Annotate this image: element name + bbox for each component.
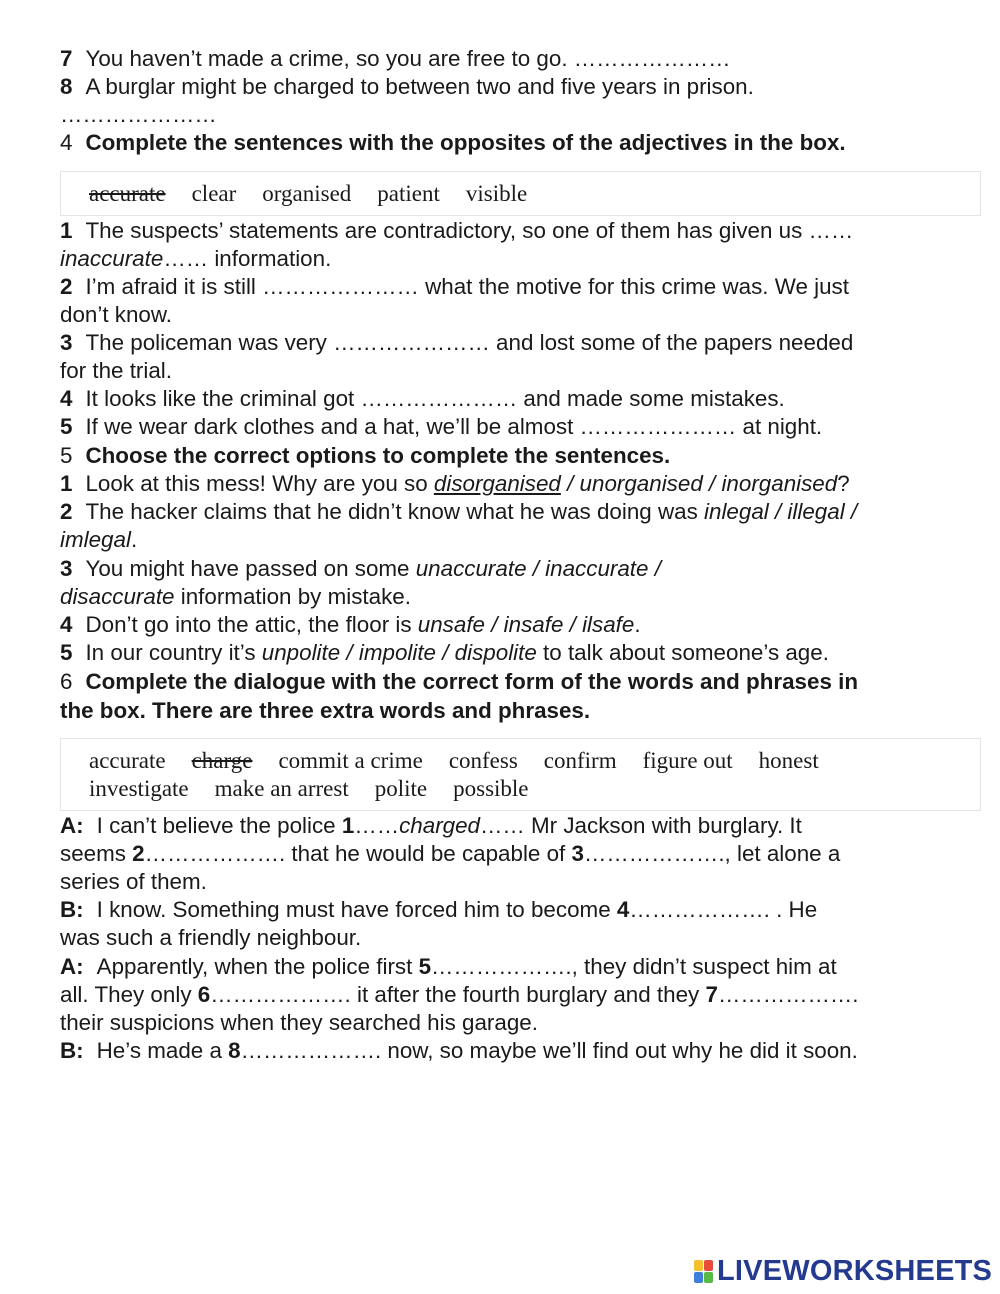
ex5-item-1[interactable]: 1 Look at this mess! Why are you so disorganised / unorganised / inorganised? — [60, 471, 850, 496]
ex5-item-3[interactable]: 3 You might have passed on some unaccurate / inaccurate / — [60, 556, 661, 581]
ex4-item-3-cont: for the trial. — [60, 358, 172, 383]
dialogue-line-6[interactable]: A: Apparently, when the police first 5………………., they didn’t suspect him at — [60, 954, 837, 979]
word-box-item: confirm — [543, 748, 617, 773]
ex6-heading — [60, 668, 858, 696]
ex5-item-4[interactable]: 4 Don’t go into the attic, the floor is unsafe / insafe / ilsafe. — [60, 612, 641, 637]
ex3-item-7 — [60, 45, 731, 73]
dialogue-line-5: was such a friendly neighbour. — [60, 925, 362, 950]
word-box-item: polite — [374, 776, 428, 801]
item-number: 8 — [60, 74, 73, 99]
section-number: 4 — [60, 130, 73, 155]
word-box-item: accurate — [89, 748, 166, 773]
dialogue-line-2[interactable]: seems 2………………. that he would be capable of 3………………., let alone a — [60, 841, 841, 866]
liveworksheets-logo — [694, 1254, 993, 1287]
ex5-heading — [60, 442, 670, 470]
dialogue-line-8: their suspicions when they searched his garage. — [60, 1010, 538, 1035]
word-box-item: figure out — [642, 748, 733, 773]
item-text: You haven’t made a crime, so you are free to go. ………………… — [85, 46, 731, 71]
ex4-item-1[interactable]: 1 The suspects’ statements are contradictory, so one of them has given us …… — [60, 218, 854, 243]
example-answer: charged — [399, 813, 481, 838]
section-number: 6 — [60, 669, 73, 694]
word-box-item-crossed: accurate — [89, 181, 166, 206]
ex5-item-5[interactable]: 5 In our country it’s unpolite / impolite / dispolite to talk about someone’s age. — [60, 640, 829, 665]
ex4-word-box — [60, 171, 981, 216]
word-box-item: make an arrest — [214, 776, 349, 801]
word-box-item: patient — [377, 181, 440, 206]
word-box-item: commit a crime — [278, 748, 423, 773]
ex4-item-1-cont: inaccurate…… information. — [60, 246, 332, 271]
ex5-item-2[interactable]: 2 The hacker claims that he didn’t know what he was doing was inlegal / illegal / — [60, 499, 858, 524]
word-box-item: possible — [453, 776, 529, 801]
ex4-item-5[interactable]: 5 If we wear dark clothes and a hat, we’ll be almost ………………… at night. — [60, 414, 823, 439]
ex3-item-8-gap[interactable]: ………………… — [60, 102, 217, 127]
dialogue-line-3: series of them. — [60, 869, 207, 894]
word-box-item-crossed: charge — [191, 748, 253, 773]
ex4-heading — [60, 129, 846, 157]
logo-text: LIVEWORKSHEETS — [717, 1254, 993, 1287]
dialogue-line-4[interactable]: B: I know. Something must have forced him to become 4………………. . He — [60, 897, 818, 922]
ex5-item-2-cont[interactable]: imlegal. — [60, 527, 138, 552]
dialogue-line-1: A: I can’t believe the police 1……charged…… Mr Jackson with burglary. It — [60, 813, 802, 838]
word-box-item: visible — [465, 181, 528, 206]
speaker: A: — [60, 954, 84, 979]
ex4-item-3[interactable]: 3 The policeman was very ………………… and lost some of the papers needed — [60, 330, 854, 355]
speaker: B: — [60, 897, 84, 922]
word-box-item: organised — [262, 181, 352, 206]
ex6-word-box — [60, 738, 981, 811]
section-instruction: Choose the correct options to complete the sentences. — [85, 443, 671, 468]
ex4-item-2[interactable]: 2 I’m afraid it is still ………………… what the motive for this crime was. We just — [60, 274, 849, 299]
ex4-item-2-cont: don’t know. — [60, 302, 173, 327]
ex5-item-3-cont[interactable]: disaccurate information by mistake. — [60, 584, 411, 609]
section-instruction: Complete the dialogue with the correct form of the words and phrases in — [85, 669, 859, 694]
dialogue-line-9[interactable]: B: He’s made a 8………………. now, so maybe we’ll find out why he did it soon. — [60, 1038, 858, 1063]
selected-option: disorganised — [433, 471, 561, 496]
section-instruction: Complete the sentences with the opposites of the adjectives in the box. — [85, 130, 846, 155]
ex3-item-8 — [60, 73, 754, 101]
speaker: A: — [60, 813, 84, 838]
ex6-heading-cont: the box. There are three extra words and phrases. — [60, 698, 591, 723]
speaker: B: — [60, 1038, 84, 1063]
word-box-item: clear — [191, 181, 237, 206]
item-number: 7 — [60, 46, 73, 71]
liveworksheets-logo-icon — [694, 1260, 713, 1283]
word-box-item: investigate — [89, 776, 189, 801]
word-box-item: honest — [758, 748, 819, 773]
section-number: 5 — [60, 443, 73, 468]
word-box-item: confess — [448, 748, 518, 773]
item-text: A burglar might be charged to between two and five years in prison. — [85, 74, 754, 99]
ex4-item-4[interactable]: 4 It looks like the criminal got ………………… and made some mistakes. — [60, 386, 785, 411]
dialogue-line-7[interactable]: all. They only 6………………. it after the fourth burglary and they 7………………. — [60, 982, 859, 1007]
example-answer: inaccurate — [60, 246, 164, 271]
